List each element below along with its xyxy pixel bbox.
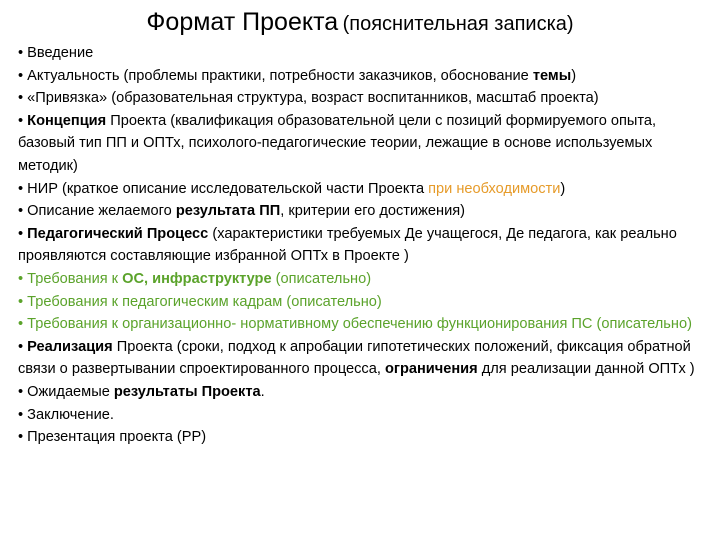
bullet-text: • «Привязка» (образовательная структура, возраст воспитанников, масштаб проекта) [18, 90, 599, 107]
bullet-bold-text: Реализация [27, 338, 113, 355]
bullet-introduction [18, 42, 714, 65]
bullet-text: для реализации данной ОПТх ) [477, 361, 695, 378]
bullet-binding [18, 87, 714, 110]
bullet-pedagogical-process [18, 223, 714, 268]
bullet-relevance [18, 65, 714, 88]
title-main: Формат Проекта [146, 8, 339, 36]
bullet-text: • Описание желаемого [18, 203, 176, 220]
bullet-text: • Презентация проекта (PP) [18, 429, 207, 446]
bullet-text: • Введение [18, 45, 94, 61]
bullet-requirements-staff [18, 291, 714, 314]
bullet-requirements-regulatory [18, 313, 714, 336]
bullet-text: Проекта (сроки, подход к апробации гипотетических положений, фиксация обратной связи о развертывании спроектированного процесса, [18, 338, 691, 378]
bullet-list [18, 42, 714, 449]
bullet-expected-results [18, 381, 714, 404]
bullet-text: (характеристики требуемых Де учащегося, Де педагога, как реально проявляются составляющие избранной ОПТх в Проекте ) [18, 225, 677, 265]
bullet-requirements-environment [18, 268, 714, 291]
bullet-bold-text: результаты Проекта [113, 383, 261, 400]
bullet-text: • Требования к организационно- нормативному обеспечению функционирования ПС (описательно) [18, 316, 692, 333]
bullet-text: ) [560, 180, 566, 197]
bullet-concept [18, 110, 714, 178]
bullet-text: ) [571, 67, 577, 84]
bullet-text: • Требования к [18, 270, 123, 287]
bullet-bold-text: Концепция [27, 112, 107, 129]
bullet-bold-text: результата ПП [175, 203, 281, 220]
bullet-result [18, 200, 714, 223]
bullet-text: • Актуальность (проблемы практики, потребности заказчиков, обоснование [18, 67, 533, 84]
bullet-text: • [18, 112, 28, 129]
title-subtitle: (пояснительная записка) [342, 13, 574, 35]
bullet-implementation [18, 336, 714, 381]
bullet-bold-text: темы [532, 67, 572, 84]
bullet-accent-text: при необходимости [428, 180, 561, 197]
bullet-bold-text: Педагогический Процесс [27, 225, 209, 242]
bullet-text: • Заключение. [18, 406, 114, 423]
bullet-text: • НИР (краткое описание исследовательской части Проекта [18, 180, 429, 197]
page-title [0, 4, 720, 44]
bullet-text: • [18, 338, 28, 355]
bullet-text: (описательно) [271, 270, 372, 287]
bullet-presentation [18, 426, 714, 449]
bullet-text: • Требования к педагогическим кадрам (описательно) [18, 293, 382, 310]
bullet-text: • [18, 225, 28, 242]
bullet-text: • Ожидаемые [18, 383, 114, 400]
bullet-text: , критерии его достижения) [280, 203, 465, 220]
bullet-research [18, 178, 714, 201]
bullet-bold-text: ограничения [384, 361, 478, 378]
bullet-text: Проекта (квалификация образовательной цели с позиций формируемого опыта, базовый тип ПП и ОПТх, психолого-педагогические теории, лежащие в основе используемых методик) [18, 112, 657, 174]
bullet-text: . [260, 383, 265, 400]
bullet-bold-text: ОС, инфраструктуре [122, 270, 272, 287]
bullet-conclusion [18, 404, 714, 427]
